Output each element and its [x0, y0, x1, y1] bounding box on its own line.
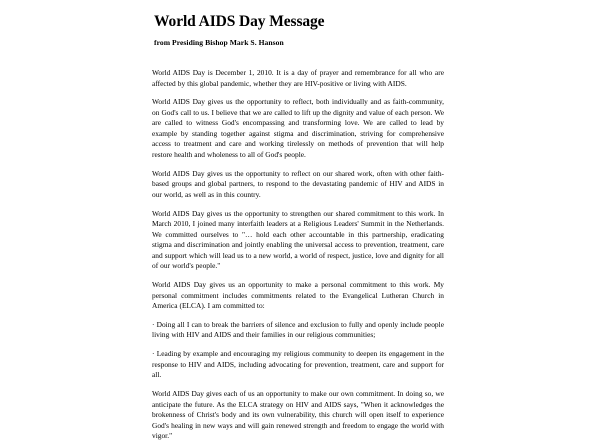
body-paragraph: World AIDS Day gives each of us an opportunity to make our own commitment. In doing so, we anticipate the future. As the ELCA strategy on HIV and AIDS says, "When it acknowledges the brokenness of Christ's body and its own vulnerability, this church will open itself to experience God's healing in new ways and will gain renewed strength and freedom to engage the world with vigor."	[152, 388, 444, 441]
body-paragraph: World AIDS Day gives us the opportunity to strengthen our shared commitment to this work. In March 2010, I joined many interfaith leaders at a Religious Leaders' Summit in the Netherlands. We committed ourselves to "… hold each other accountable in this partnership, eradicating stigma and discrimination and jointly enabling the universal access to prevention, treatment, care and support which will lead us to a new world, a world of respect, justice, love and dignity for all of our world's people."	[152, 208, 444, 271]
body-paragraph: World AIDS Day is December 1, 2010. It is a day of prayer and remembrance for all who are affected by this global pandemic, whether they are HIV-positive or living with AIDS.	[152, 68, 444, 88]
page-title: World AIDS Day Message	[154, 13, 325, 30]
body-paragraph: World AIDS Day gives us the opportunity to reflect on our shared work, often with other faith-based groups and global partners, to respond to the devastating pandemic of HIV and AIDS in our world, as well as in this country.	[152, 168, 444, 199]
document-body	[152, 68, 444, 442]
commitment-list-item: · Doing all I can to break the barriers of silence and exclusion to fully and openly include people living with HIV and AIDS and their families in our religious communities;	[152, 319, 444, 340]
body-paragraph: World AIDS Day gives us an opportunity to make a personal commitment to this work. My personal commitment includes commitments related to the Evangelical Lutheran Church in America (ELCA). I am committed to:	[152, 280, 444, 311]
body-paragraph: World AIDS Day gives us the opportunity to reflect, both individually and as faith-community, on God's call to us. I believe that we are called to lift up the dignity and value of each person. We are called to witness God's encompassing and transforming love. We are called to lead by example by standing together against stigma and discrimination, striving for comprehensive access to treatment and care and working tirelessly on methods of prevention that will help restore health and wholeness to all of God's people.	[152, 97, 444, 160]
document-byline: from Presiding Bishop Mark S. Hanson	[154, 38, 284, 47]
commitment-list-item: · Leading by example and encouraging my religious community to deepen its engagement in the response to HIV and AIDS, including advocating for prevention, treatment, care and support for all.	[152, 349, 444, 380]
